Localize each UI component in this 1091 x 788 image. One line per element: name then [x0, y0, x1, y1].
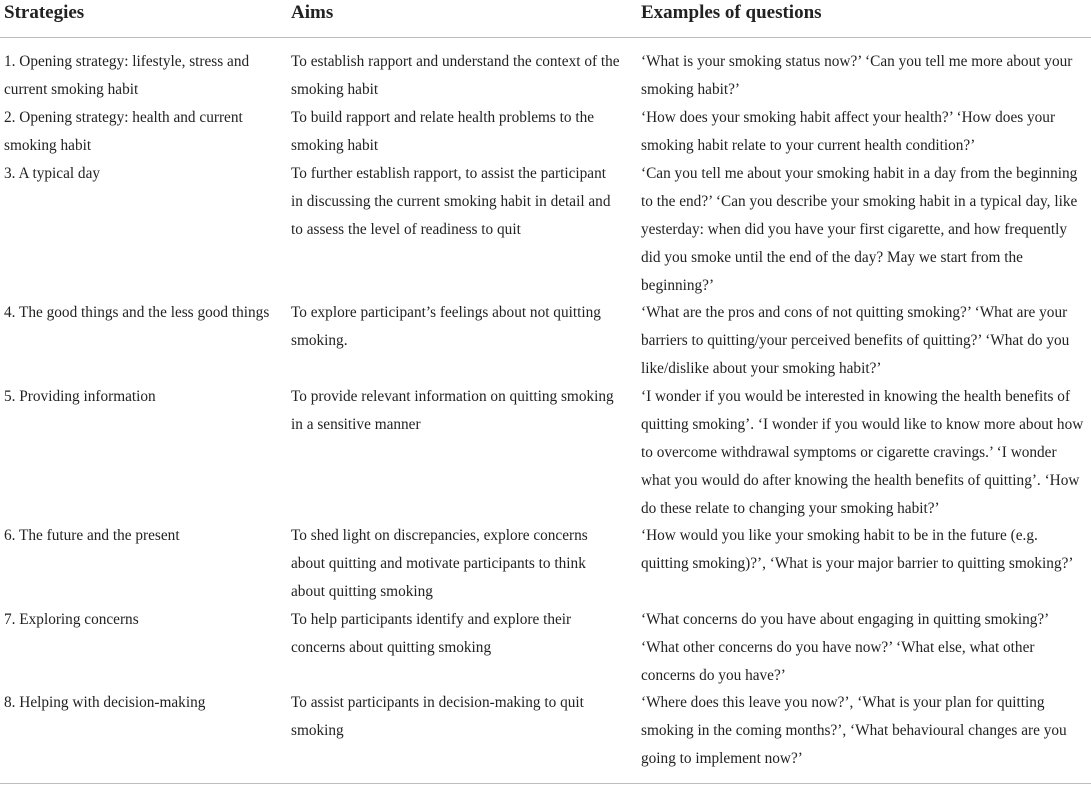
strategy-cell: 6. The future and the present: [4, 527, 180, 544]
strategy-cell: 2. Opening strategy: health and current smoking habit: [4, 109, 243, 154]
examples-cell: ‘Can you tell me about your smoking habit in a day from the beginning to the end?’ ‘Can you describe your smoking habit in a typical day, like yesterday: when did you have your first cigarette, and how frequently did you smoke until the end of the day? May we start from the beginning?’: [641, 165, 1078, 294]
table-row: [0, 689, 1091, 773]
strategy-cell: 5. Providing information: [4, 388, 156, 405]
strategy-cell: 3. A typical day: [4, 165, 101, 182]
table-bottom-rule: [0, 783, 1091, 784]
examples-cell: ‘How does your smoking habit affect your health?’ ‘How does your smoking habit relate to your current health condition?’: [641, 109, 1056, 154]
aim-cell: To further establish rapport, to assist the participant in discussing the current smoking habit in detail and to assess the level of readiness to quit: [291, 165, 611, 238]
header-aims: Aims: [291, 2, 334, 23]
table-row: [0, 606, 1091, 689]
aim-cell: To explore participant’s feelings about not quitting smoking.: [291, 304, 601, 349]
examples-cell: ‘I wonder if you would be interested in knowing the health benefits of quitting smoking’. ‘I wonder if you would like to know more about how to overcome withdrawal symptoms or cigarette cravings.’ ‘I wonder what you would do after knowing the health benefits of quitting’. ‘How do these relate to changing your smoking habit?’: [641, 388, 1084, 517]
table-row: [0, 522, 1091, 606]
aim-cell: To build rapport and relate health problems to the smoking habit: [291, 109, 595, 154]
aim-cell: To help participants identify and explore their concerns about quitting smoking: [291, 611, 572, 656]
examples-cell: ‘How would you like your smoking habit to be in the future (e.g. quitting smoking)?’, ‘What is your major barrier to quitting smoking?’: [641, 527, 1074, 572]
table-row: [0, 104, 1091, 160]
aim-cell: To establish rapport and understand the context of the smoking habit: [291, 53, 620, 98]
table-row: [0, 160, 1091, 299]
table-body: [0, 48, 1091, 773]
examples-cell: ‘What is your smoking status now?’ ‘Can you tell me more about your smoking habit?’: [641, 53, 1073, 98]
strategy-cell: 1. Opening strategy: lifestyle, stress and current smoking habit: [4, 53, 250, 98]
aim-cell: To provide relevant information on quitting smoking in a sensitive manner: [291, 388, 614, 433]
aim-cell: To shed light on discrepancies, explore concerns about quitting and motivate participants to think about quitting smoking: [291, 527, 588, 600]
examples-cell: ‘What are the pros and cons of not quitting smoking?’ ‘What are your barriers to quitting/your perceived benefits of quitting?’ ‘What do you like/dislike about your smoking habit?’: [641, 304, 1070, 377]
table-header-row: [0, 0, 1091, 38]
header-examples: Examples of questions: [641, 2, 822, 23]
table-row: [0, 383, 1091, 522]
examples-cell: ‘Where does this leave you now?’, ‘What is your plan for quitting smoking in the coming months?’, ‘What behavioural changes are you going to implement now?’: [641, 694, 1067, 767]
strategy-cell: 7. Exploring concerns: [4, 611, 139, 628]
header-strategies: Strategies: [4, 2, 85, 23]
examples-cell: ‘What concerns do you have about engaging in quitting smoking?’ ‘What other concerns do you have now?’ ‘What else, what other concerns do you have?’: [641, 611, 1049, 684]
table-row: [0, 299, 1091, 383]
table-row: [0, 48, 1091, 104]
strategy-cell: 4. The good things and the less good things: [4, 304, 270, 321]
aim-cell: To assist participants in decision-making to quit smoking: [291, 694, 584, 739]
strategy-cell: 8. Helping with decision-making: [4, 694, 206, 711]
